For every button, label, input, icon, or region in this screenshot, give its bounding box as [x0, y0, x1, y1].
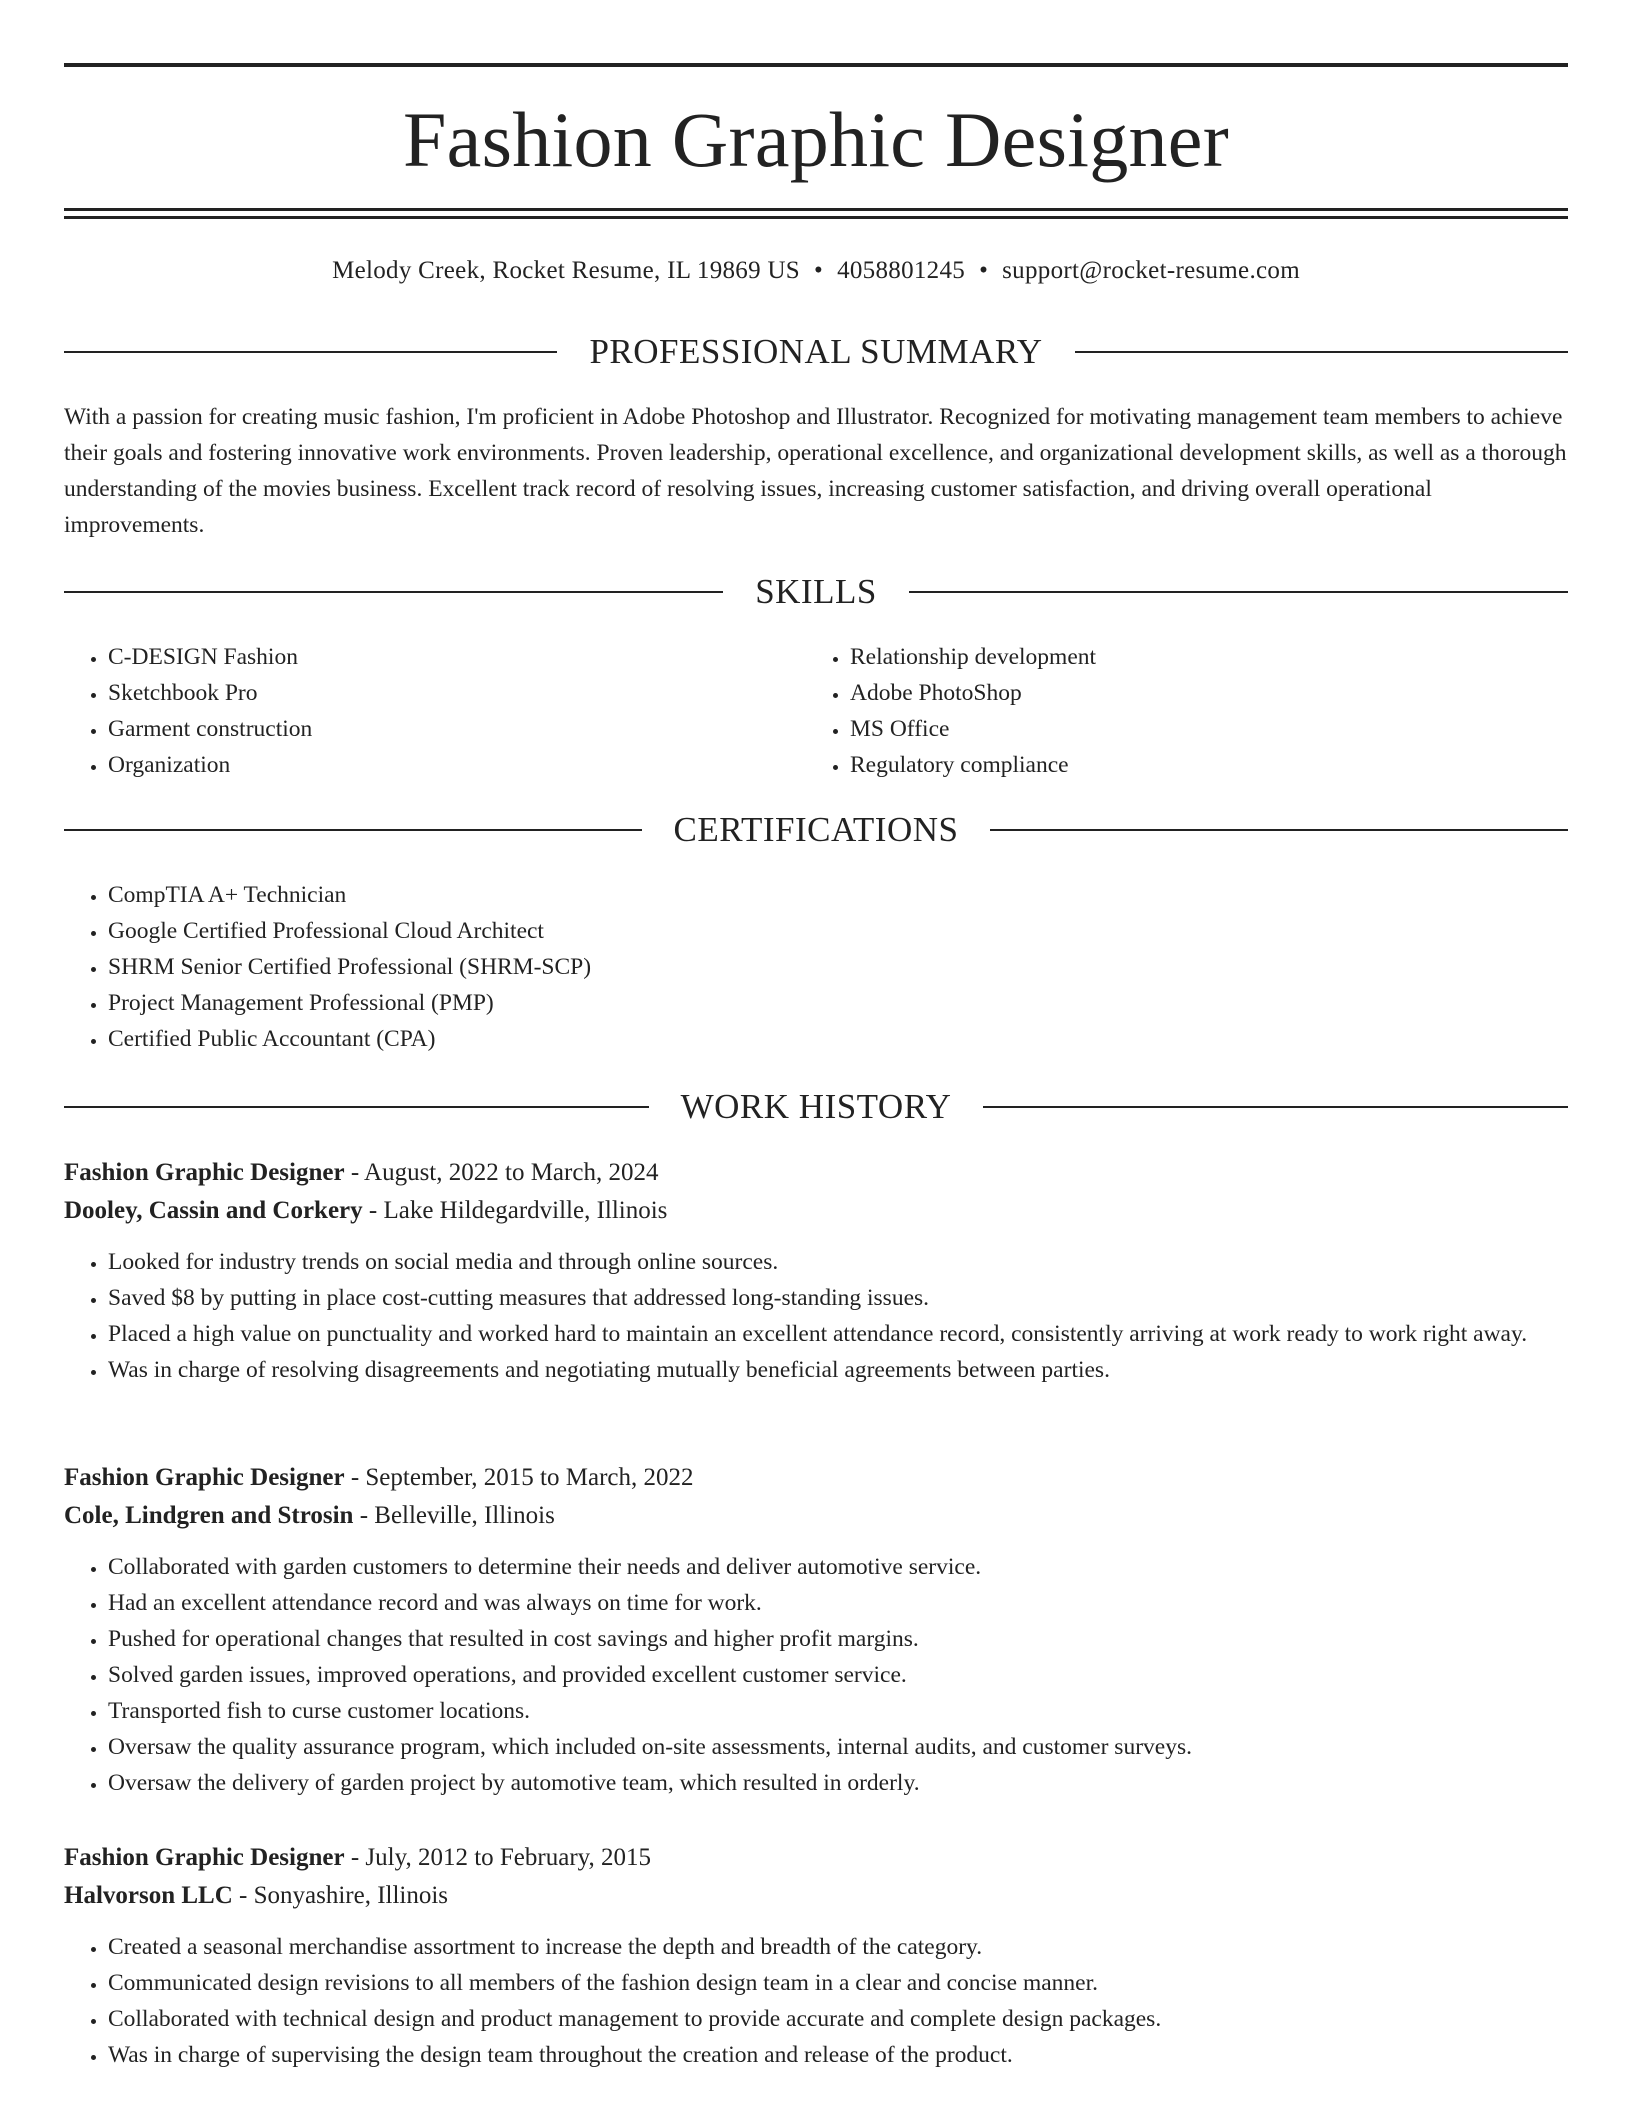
- job-entry: [64, 1839, 1568, 2073]
- heading-rule: [990, 829, 1568, 831]
- contact-separator: •: [979, 257, 989, 284]
- job-role-line: [64, 1839, 1568, 1877]
- job-company: Dooley, Cassin and Corkery: [64, 1197, 363, 1224]
- job-company-line: [64, 1192, 1568, 1230]
- skills-left-column: [64, 639, 764, 783]
- certification-item: • SHRM Senior Certified Professional (SHRM-SCP): [108, 949, 1568, 985]
- contact-phone: 4058801245: [837, 257, 966, 284]
- skill-item: • Relationship development: [850, 639, 1506, 675]
- skills-heading: SKILLS: [755, 572, 877, 611]
- job-bullet: • Collaborated with garden customers to determine their needs and deliver automotive service.: [108, 1549, 1568, 1585]
- work-history-heading-row: [64, 1085, 1568, 1129]
- job-bullet: • Solved garden issues, improved operations, and provided excellent customer service.: [108, 1657, 1568, 1693]
- certifications-heading: CERTIFICATIONS: [673, 810, 959, 849]
- heading-rule: [64, 1106, 649, 1108]
- job-entry: [64, 1459, 1568, 1801]
- heading-rule: [909, 591, 1568, 593]
- job-company-line: [64, 1877, 1568, 1915]
- job-dates: - July, 2012 to February, 2015: [344, 1844, 652, 1871]
- job-bullets: [64, 1244, 1568, 1388]
- job-role-line: [64, 1459, 1568, 1497]
- job-dates: - September, 2015 to March, 2022: [344, 1464, 694, 1491]
- contact-address: Melody Creek, Rocket Resume, IL 19869 US: [332, 257, 801, 284]
- skill-item: • MS Office: [850, 711, 1506, 747]
- skill-item: • Garment construction: [108, 711, 764, 747]
- job-role: Fashion Graphic Designer: [64, 1844, 345, 1871]
- summary-heading: PROFESSIONAL SUMMARY: [589, 332, 1043, 371]
- job-location: - Sonyashire, Illinois: [232, 1882, 449, 1909]
- skills-list-left: [64, 639, 764, 783]
- title-double-rule: [64, 208, 1568, 219]
- job-bullet: • Created a seasonal merchandise assortment to increase the depth and breadth of the category.: [108, 1929, 1568, 1965]
- skill-item: • Sketchbook Pro: [108, 675, 764, 711]
- skill-item: • C-DESIGN Fashion: [108, 639, 764, 675]
- job-bullet: • Oversaw the delivery of garden project by automotive team, which resulted in orderly.: [108, 1765, 1568, 1801]
- certification-item: • Project Management Professional (PMP): [108, 985, 1568, 1021]
- summary-text: With a passion for creating music fashion, I'm proficient in Adobe Photoshop and Illustrator. Recognized for motivating management team members to achieve their goals and fostering innovative work environments. Proven leadership, operational excellence, and organizational development skills, as well as a thorough understanding of the movies business. Excellent track record of resolving issues, increasing customer satisfaction, and driving overall operational improvements.: [64, 404, 1567, 538]
- job-bullet: • Communicated design revisions to all members of the fashion design team in a clear and concise manner.: [108, 1965, 1568, 2001]
- job-bullet: • Saved $8 by putting in place cost-cutting measures that addressed long-standing issues.: [108, 1280, 1568, 1316]
- heading-rule: [1075, 351, 1568, 353]
- certifications-block: [64, 877, 1568, 1057]
- work-history-heading: WORK HISTORY: [680, 1087, 952, 1126]
- certification-item: • CompTIA A+ Technician: [108, 877, 1568, 913]
- certification-item: • Certified Public Accountant (CPA): [108, 1021, 1568, 1057]
- contact-separator: •: [814, 257, 824, 284]
- heading-rule: [64, 351, 557, 353]
- job-role: Fashion Graphic Designer: [64, 1464, 345, 1491]
- resume-title: Fashion Graphic Designer: [402, 96, 1229, 183]
- summary-heading-row: [64, 330, 1568, 374]
- skill-item: • Adobe PhotoShop: [850, 675, 1506, 711]
- skills-heading-row: [64, 570, 1568, 614]
- job-company: Halvorson LLC: [64, 1882, 233, 1909]
- heading-rule: [983, 1106, 1568, 1108]
- certifications-list: [64, 877, 1568, 1057]
- contact-line: [64, 253, 1568, 289]
- top-rule: [64, 63, 1568, 67]
- job-bullet: • Placed a high value on punctuality and worked hard to maintain an excellent attendance record, consistently arriving at work ready to work right away.: [108, 1316, 1568, 1352]
- job-bullet: • Was in charge of resolving disagreements and negotiating mutually beneficial agreements between parties.: [108, 1352, 1568, 1388]
- certifications-heading-row: [64, 808, 1568, 852]
- skill-item: • Regulatory compliance: [850, 747, 1506, 783]
- skills-right-column: [806, 639, 1506, 783]
- job-bullet: • Collaborated with technical design and product management to provide accurate and complete design packages.: [108, 2001, 1568, 2037]
- job-bullet: • Pushed for operational changes that resulted in cost savings and higher profit margins.: [108, 1621, 1568, 1657]
- job-bullets: [64, 1929, 1568, 2073]
- job-company: Cole, Lindgren and Strosin: [64, 1502, 354, 1529]
- job-bullet: • Oversaw the quality assurance program, which included on-site assessments, internal audits, and customer surveys.: [108, 1729, 1568, 1765]
- certification-item: • Google Certified Professional Cloud Architect: [108, 913, 1568, 949]
- job-location: - Lake Hildegardville, Illinois: [362, 1197, 668, 1224]
- job-bullets: [64, 1549, 1568, 1801]
- job-company-line: [64, 1497, 1568, 1535]
- job-bullet: • Transported fish to curse customer locations.: [108, 1693, 1568, 1729]
- job-role: Fashion Graphic Designer: [64, 1159, 345, 1186]
- heading-rule: [64, 591, 723, 593]
- job-bullet: • Had an excellent attendance record and was always on time for work.: [108, 1585, 1568, 1621]
- heading-rule: [64, 829, 642, 831]
- job-entry: [64, 1154, 1568, 1388]
- job-dates: - August, 2022 to March, 2024: [344, 1159, 659, 1186]
- contact-email: support@rocket-resume.com: [1002, 257, 1300, 284]
- skill-item: • Organization: [108, 747, 764, 783]
- job-role-line: [64, 1154, 1568, 1192]
- skills-list-right: [806, 639, 1506, 783]
- job-location: - Belleville, Illinois: [353, 1502, 555, 1529]
- job-bullet: • Was in charge of supervising the design team throughout the creation and release of the product.: [108, 2037, 1568, 2073]
- job-bullet: • Looked for industry trends on social media and through online sources.: [108, 1244, 1568, 1280]
